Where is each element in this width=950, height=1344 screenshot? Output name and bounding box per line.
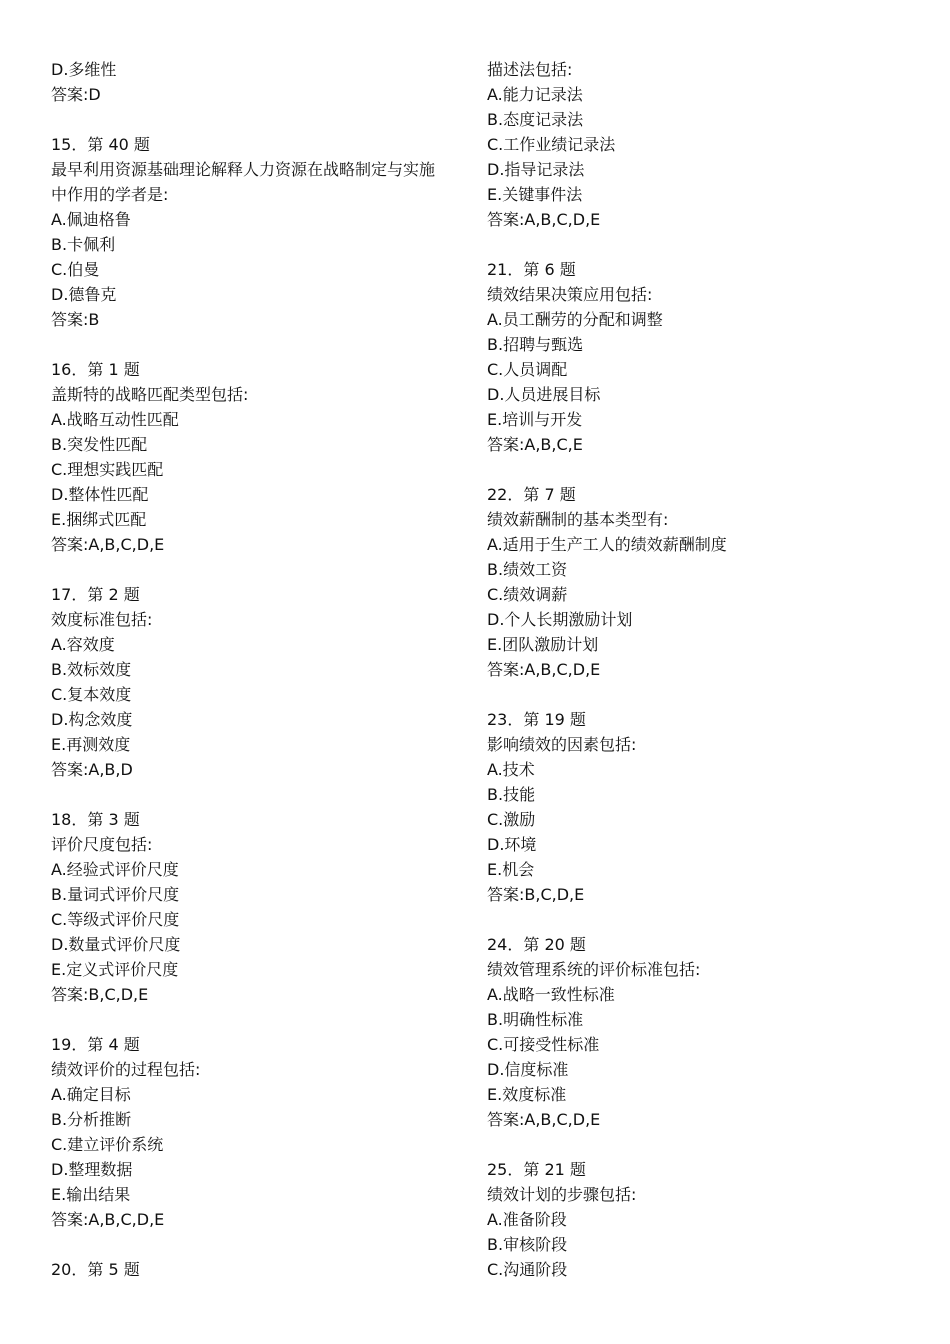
- question-text: 绩效计划的步骤包括:: [487, 1185, 637, 1204]
- option-line: C.可接受性标准: [487, 1035, 600, 1054]
- option-line: D.整体性匹配: [51, 485, 149, 504]
- option-line: A.员工酬劳的分配和调整: [487, 310, 663, 329]
- option-line: B.突发性匹配: [51, 435, 148, 454]
- option-line: B.招聘与甄选: [487, 335, 584, 354]
- option-line: D.信度标准: [487, 1060, 569, 1079]
- option-line: A.适用于生产工人的绩效薪酬制度: [487, 535, 727, 554]
- option-line: B.效标效度: [51, 660, 132, 679]
- option-line: C.绩效调薪: [487, 585, 568, 604]
- option-line: C.等级式评价尺度: [51, 910, 180, 929]
- answer-line: 答案:A,B,C,E: [487, 435, 583, 454]
- question-number: 17．第 2 题: [51, 585, 140, 604]
- answer-line: 答案:A,B,C,D,E: [487, 1110, 601, 1129]
- answer-line: 答案:A,B,C,D,E: [51, 535, 165, 554]
- blank-line: [51, 557, 471, 582]
- question-number: 23．第 19 题: [487, 710, 586, 729]
- question-number: 18．第 3 题: [51, 810, 140, 829]
- question-text: 绩效管理系统的评价标准包括:: [487, 960, 701, 979]
- answer-line: 答案:B,C,D,E: [51, 985, 149, 1004]
- question-text: 最早利用资源基础理论解释人力资源在战略制定与实施: [51, 160, 436, 179]
- question-text: 评价尺度包括:: [51, 835, 153, 854]
- question-text: 描述法包括:: [487, 60, 573, 79]
- answer-line: 答案:A,B,C,D,E: [487, 660, 601, 679]
- option-line: B.量词式评价尺度: [51, 885, 180, 904]
- option-line: A.战略一致性标准: [487, 985, 615, 1004]
- blank-line: [487, 1132, 907, 1157]
- blank-line: [487, 682, 907, 707]
- option-line: D.整理数据: [51, 1160, 133, 1179]
- option-line: C.沟通阶段: [487, 1260, 568, 1279]
- blank-line: [51, 332, 471, 357]
- right-column: [487, 57, 907, 1282]
- option-line: D.数量式评价尺度: [51, 935, 181, 954]
- option-line: D.个人长期激励计划: [487, 610, 633, 629]
- option-line: C.伯曼: [51, 260, 100, 279]
- option-line: A.技术: [487, 760, 535, 779]
- blank-line: [487, 232, 907, 257]
- answer-line: 答案:D: [51, 85, 101, 104]
- blank-line: [51, 1232, 471, 1257]
- option-line: A.准备阶段: [487, 1210, 567, 1229]
- option-line: B.绩效工资: [487, 560, 568, 579]
- question-number: 19．第 4 题: [51, 1035, 140, 1054]
- option-line: B.卡佩利: [51, 235, 116, 254]
- blank-line: [51, 782, 471, 807]
- option-line: C.建立评价系统: [51, 1135, 164, 1154]
- answer-line: 答案:B,C,D,E: [487, 885, 585, 904]
- option-line: A.经验式评价尺度: [51, 860, 179, 879]
- question-text: 绩效评价的过程包括:: [51, 1060, 201, 1079]
- option-line: B.明确性标准: [487, 1010, 584, 1029]
- answer-line: 答案:A,B,D: [51, 760, 133, 779]
- option-line: E.输出结果: [51, 1185, 131, 1204]
- option-line: B.技能: [487, 785, 536, 804]
- question-number: 25．第 21 题: [487, 1160, 586, 1179]
- option-line: D.构念效度: [51, 710, 133, 729]
- option-line: E.关键事件法: [487, 185, 583, 204]
- question-number: 24．第 20 题: [487, 935, 586, 954]
- option-line: E.团队激励计划: [487, 635, 599, 654]
- option-line: C.工作业绩记录法: [487, 135, 616, 154]
- answer-line: 答案:B: [51, 310, 100, 329]
- option-line: C.复本效度: [51, 685, 132, 704]
- option-line: E.机会: [487, 860, 535, 879]
- option-line: D.环境: [487, 835, 537, 854]
- option-line: E.再测效度: [51, 735, 131, 754]
- option-line: B.分析推断: [51, 1110, 132, 1129]
- question-number: 20．第 5 题: [51, 1260, 140, 1279]
- blank-line: [51, 107, 471, 132]
- option-line: D.德鲁克: [51, 285, 117, 304]
- option-line: B.态度记录法: [487, 110, 584, 129]
- blank-line: [487, 907, 907, 932]
- option-line: A.容效度: [51, 635, 115, 654]
- option-line: A.佩迪格鲁: [51, 210, 131, 229]
- option-line: D.多维性: [51, 60, 117, 79]
- blank-line: [487, 457, 907, 482]
- option-line: A.确定目标: [51, 1085, 131, 1104]
- question-number: 15．第 40 题: [51, 135, 150, 154]
- question-text: 中作用的学者是:: [51, 185, 169, 204]
- option-line: E.培训与开发: [487, 410, 583, 429]
- answer-line: 答案:A,B,C,D,E: [51, 1210, 165, 1229]
- question-number: 16．第 1 题: [51, 360, 140, 379]
- option-line: C.人员调配: [487, 360, 568, 379]
- blank-line: [51, 1007, 471, 1032]
- option-line: A.能力记录法: [487, 85, 583, 104]
- question-text: 影响绩效的因素包括:: [487, 735, 637, 754]
- option-line: E.捆绑式匹配: [51, 510, 147, 529]
- option-line: C.激励: [487, 810, 536, 829]
- option-line: E.效度标准: [487, 1085, 567, 1104]
- question-number: 22．第 7 题: [487, 485, 576, 504]
- question-text: 绩效薪酬制的基本类型有:: [487, 510, 669, 529]
- option-line: B.审核阶段: [487, 1235, 568, 1254]
- question-number: 21．第 6 题: [487, 260, 576, 279]
- question-text: 效度标准包括:: [51, 610, 153, 629]
- answer-line: 答案:A,B,C,D,E: [487, 210, 601, 229]
- option-line: A.战略互动性匹配: [51, 410, 179, 429]
- left-column: [51, 57, 471, 1282]
- option-line: E.定义式评价尺度: [51, 960, 179, 979]
- question-text: 绩效结果决策应用包括:: [487, 285, 653, 304]
- question-text: 盖斯特的战略匹配类型包括:: [51, 385, 249, 404]
- option-line: D.指导记录法: [487, 160, 585, 179]
- option-line: D.人员进展目标: [487, 385, 601, 404]
- option-line: C.理想实践匹配: [51, 460, 164, 479]
